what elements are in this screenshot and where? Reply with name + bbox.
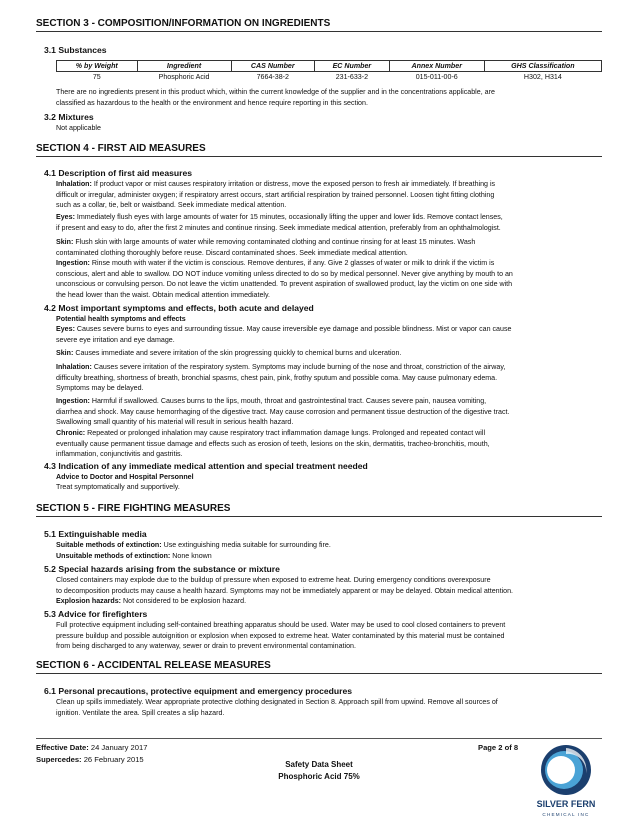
unsuitable-extinction: Unsuitable methods of extinction: None known — [56, 552, 212, 560]
firefighter-advice: Full protective equipment including self-contained breathing apparatus should be used. Water may be used to cool closed containers to prevent pressure buildup and possible autoignition or explosion when exposed to extreme heat. Water contaminated by this material must be contained from being discharged to any waterway, sewer or drain to prevent environmental contamination. — [56, 621, 506, 651]
cell-weight: 75 — [92, 73, 101, 82]
subsection-4-2: 4.2 Most important symptoms and effects, both acute and delayed — [44, 303, 314, 313]
personal-precautions: Clean up spills immediately. Wear appropriate protective clothing designated in Section 8. Approach spill from upwind. Remove all sources of ignition. Ventilate the area. Spill creates a slip hazard. — [56, 698, 498, 717]
subsection-4-3: 4.3 Indication of any immediate medical attention and special treatment needed — [44, 461, 368, 471]
first-aid-ingestion: Ingestion: Rinse mouth with water if the victim is conscious. Remove dentures, if any. Give 2 glasses of water or milk to drink if the victim is conscious, alert and able to swallow. DO NOT induce vomiting unless directed to do so by medical personnel. Never give anything by mouth to an unconscious or convulsing person. Do not leave the victim unattended. To prevent aspiration of swallowed product, lay the victim on one side with the head lower than the waist. Obtain medical attention immediately. — [56, 259, 513, 299]
fern-swirl-icon — [528, 740, 604, 820]
symptoms-inhalation: Inhalation: Causes severe irritation of the respiratory system. Symptoms may include burning of the nose and throat, constriction of the airway, difficulty breathing, shortness of breath, bronchial spasms, chest pain, pink, frothy sputum and possible coma. May cause pulmonary edema. Symptoms may be delayed. — [56, 363, 506, 393]
first-aid-skin: Skin: Flush skin with large amounts of water while removing contaminated clothing and continue rinsing for at least 15 minutes. Wash contaminated clothing thoroughly before reuse. Discard contaminated shoes. Seek immediate medical attention. — [56, 238, 476, 257]
svg-text:SILVER FERN: SILVER FERN — [536, 799, 596, 809]
ingredients-table — [56, 60, 602, 83]
subsection-4-1: 4.1 Description of first aid measures — [44, 168, 193, 178]
suitable-extinction: Suitable methods of extinction: Use extinguishing media suitable for surrounding fire. — [56, 541, 331, 549]
symptoms-eyes: Eyes: Causes severe burns to eyes and surrounding tissue. May cause irreversible eye damage and possible blindness. Mist or vapor can cause severe eye irritation and eye damage. — [56, 325, 512, 344]
section-3-heading: SECTION 3 - COMPOSITION/INFORMATION ON INGREDIENTS — [36, 18, 602, 32]
cell-ingredient: Phosphoric Acid — [158, 73, 210, 82]
product-name: Phosphoric Acid 75% — [278, 772, 360, 781]
advice-text: Treat symptomatically and supportively. — [56, 483, 180, 491]
section-6-heading: SECTION 6 - ACCIDENTAL RELEASE MEASURES — [36, 660, 602, 674]
table-row — [57, 72, 602, 83]
supercedes-date: Supercedes: 26 February 2015 — [36, 755, 144, 764]
subsection-3-2: 3.2 Mixtures — [44, 112, 94, 122]
col-cas: CAS Number — [231, 61, 315, 72]
col-annex: Annex Number — [389, 61, 484, 72]
subsection-5-2: 5.2 Special hazards arising from the substance or mixture — [44, 564, 280, 574]
special-hazards-text: Closed containers may explode due to the buildup of pressure when exposed to extreme heat. During emergency conditions overexposure to decomposition products may cause a health hazard. Symptoms may not be immediately apparent or may be delayed. Obtain medical attention. Explosion hazards: Not considered to be explosion hazard. — [56, 576, 514, 606]
mixtures-text: Not applicable — [56, 124, 101, 132]
substances-note: There are no ingredients present in this product which, within the current knowledge of the supplier and in the concentrations applicable, are classified as hazardous to the health or the environment and hence require reporting in this section. — [56, 88, 495, 107]
page-number: Page 2 of 8 — [478, 743, 519, 752]
symptoms-heading: Potential health symptoms and effects — [56, 315, 186, 323]
svg-text:CHEMICAL INC: CHEMICAL INC — [542, 812, 590, 817]
effective-date: Effective Date: 24 January 2017 — [36, 743, 148, 752]
silver-fern-logo — [528, 740, 604, 820]
col-ghs: GHS Classification — [484, 61, 601, 72]
subsection-5-3: 5.3 Advice for firefighters — [44, 609, 148, 619]
cell-ec: 231-633-2 — [335, 73, 369, 82]
col-weight: % by Weight — [57, 61, 138, 72]
section-5-heading: SECTION 5 - FIRE FIGHTING MEASURES — [36, 503, 602, 517]
col-ec: EC Number — [315, 61, 390, 72]
subsection-5-1: 5.1 Extinguishable media — [44, 529, 147, 539]
symptoms-skin: Skin: Causes immediate and severe irritation of the skin progressing quickly to chemical burns and ulceration. — [56, 349, 402, 357]
symptoms-ingestion: Ingestion: Harmful if swallowed. Causes burns to the lips, mouth, throat and gastrointestinal tract. Causes severe pain, nausea vomiting, diarrhea and shock. May cause hemorrhaging of the digestive tract. May cause corrosion and permanent tissue destruction of the digestive tract. Swallowing small quantity of his material will result in serious health hazard. — [56, 397, 510, 427]
first-aid-eyes: Eyes: Immediately flush eyes with large amounts of water for 15 minutes, occasionally lifting the upper and lower lids. Remove contact lenses, if present and easy to do, after the first 2 minutes and continue rinsing. Seek immediate medical attention, preferably from an ophthalmologist. — [56, 213, 503, 232]
symptoms-chronic: Chronic: Repeated or prolonged inhalation may cause respiratory tract inflammation damage lungs. Prolonged and repeated contact will eventually cause permanent tissue damage and effects such as erosion of teeth, lesions on the skin, dermatitis, tracheo-bronchitis, mouth, inflammation, conjunctivitis and gastritis. — [56, 429, 490, 459]
doc-title: Safety Data Sheet — [285, 760, 353, 769]
advice-heading: Advice to Doctor and Hospital Personnel — [56, 473, 194, 481]
cell-annex: 015-011-00-6 — [415, 73, 458, 82]
cell-cas: 7664-38-2 — [256, 73, 289, 82]
footer-divider — [36, 738, 602, 739]
table-header-row — [57, 61, 602, 72]
subsection-6-1: 6.1 Personal precautions, protective equipment and emergency procedures — [44, 686, 353, 696]
col-ingredient: Ingredient — [137, 61, 231, 72]
subsection-3-1: 3.1 Substances — [44, 45, 107, 55]
section-4-heading: SECTION 4 - FIRST AID MEASURES — [36, 143, 602, 157]
cell-ghs: H302, H314 — [523, 73, 562, 82]
first-aid-inhalation: Inhalation: If product vapor or mist causes respiratory irritation or distress, move the exposed person to fresh air immediately. If breathing is difficult or irregular, administer oxygen; if respiratory arrest occurs, start artificial respiration by trained personnel. Loosen tight fitting clothing such as a collar, tie, belt or waistband. Seek immediate medical attention. — [56, 180, 496, 210]
